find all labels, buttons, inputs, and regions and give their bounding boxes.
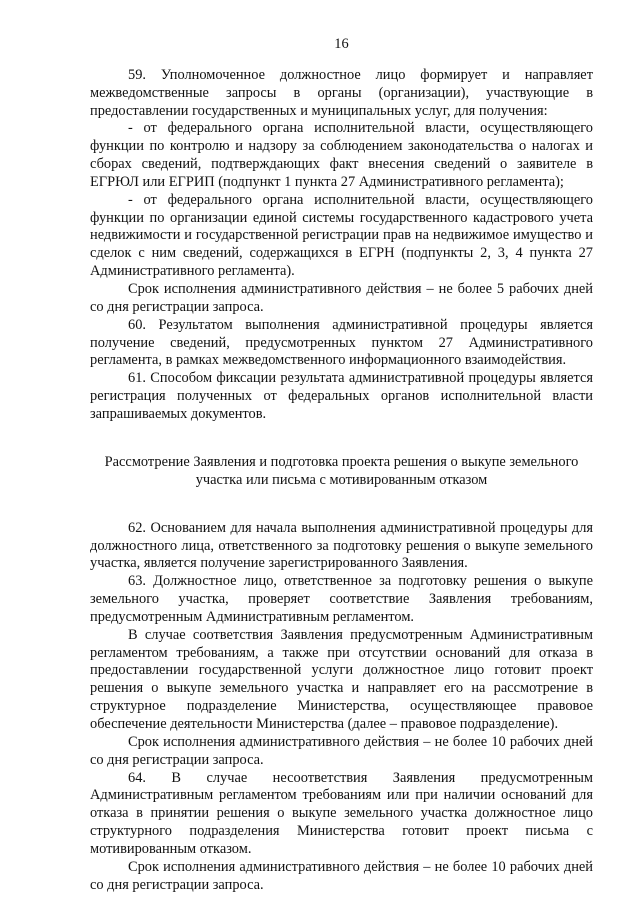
- paragraph-deadline-5-days: Срок исполнения административного действия – не более 5 рабочих дней со дня регистрации запроса.: [90, 280, 593, 315]
- paragraph-compliance-case: В случае соответствия Заявления предусмотренным Административным регламентом требованиям, а также при отсутствии оснований для отказа в предоставлении государственной услуги должностное лицо готовит проект решения о выкупе земельного участка и направляет его на рассмотрение в структурное подразделение Министерства, осуществляющее правовое обеспечение деятельности Министерства (далее – правовое подразделение).: [90, 626, 593, 732]
- paragraph-60: 60. Результатом выполнения административной процедуры является получение сведений, предусмотренных пунктом 27 Административного регламента, в рамках межведомственного информационного взаимодействия.: [90, 316, 593, 369]
- page-number: 16: [334, 36, 349, 52]
- paragraph-deadline-10-days-second: Срок исполнения административного действия – не более 10 рабочих дней со дня регистрации запроса.: [90, 858, 593, 893]
- list-item-tax-authority: - от федерального органа исполнительной власти, осуществляющего функции по контролю и надзору за соблюдением законодательства о налогах и сборах сведений, подтверждающих факт внесения сведений о заявителе в ЕГРЮЛ или ЕГРИП (подпункт 1 пункта 27 Административного регламента);: [90, 120, 593, 190]
- paragraph-deadline-10-days-first: Срок исполнения административного действия – не более 10 рабочих дней со дня регистрации запроса.: [90, 733, 593, 768]
- list-item-cadastre-authority: - от федерального органа исполнительной власти, осуществляющего функции по организации единой системы государственного кадастрового учета недвижимости и государственной регистрации прав на недвижимое имущество и сделок с ним сведений, содержащихся в ЕГРН (подпункты 2, 3, 4 пункта 27 Административного регламента).: [90, 191, 593, 280]
- section-heading: [90, 453, 593, 489]
- section-heading-line-1: Рассмотрение Заявления и подготовка проекта решения о выкупе земельного: [104, 453, 579, 470]
- document-page: [90, 36, 593, 894]
- paragraph-62: 62. Основанием для начала выполнения административной процедуры для должностного лица, ответственного за подготовку решения о выкупе земельного участка, является получение зарегистрированного Заявления.: [90, 519, 593, 572]
- paragraph-64: 64. В случае несоответствия Заявления предусмотренным Административным регламентом требованиям или при наличии оснований для отказа в принятии решения о выкупе земельного участка должностное лицо структурного подразделения Министерства готовит проект письма с мотивированным отказом.: [90, 769, 593, 857]
- section-heading-line-2: участка или письма с мотивированным отказом: [195, 471, 488, 488]
- paragraph-61: 61. Способом фиксации результата административной процедуры является регистрация полученных от федеральных органов исполнительной власти запрашиваемых документов.: [90, 370, 593, 422]
- paragraph-59: 59. Уполномоченное должностное лицо формирует и направляет межведомственные запросы в органы (организации), участвующие в предоставлении государственных и муниципальных услуг, для получения:: [90, 66, 593, 119]
- paragraph-63: 63. Должностное лицо, ответственное за подготовку решения о выкупе земельного участка, проверяет соответствие Заявления требованиям, предусмотренным Административным регламентом.: [90, 573, 593, 625]
